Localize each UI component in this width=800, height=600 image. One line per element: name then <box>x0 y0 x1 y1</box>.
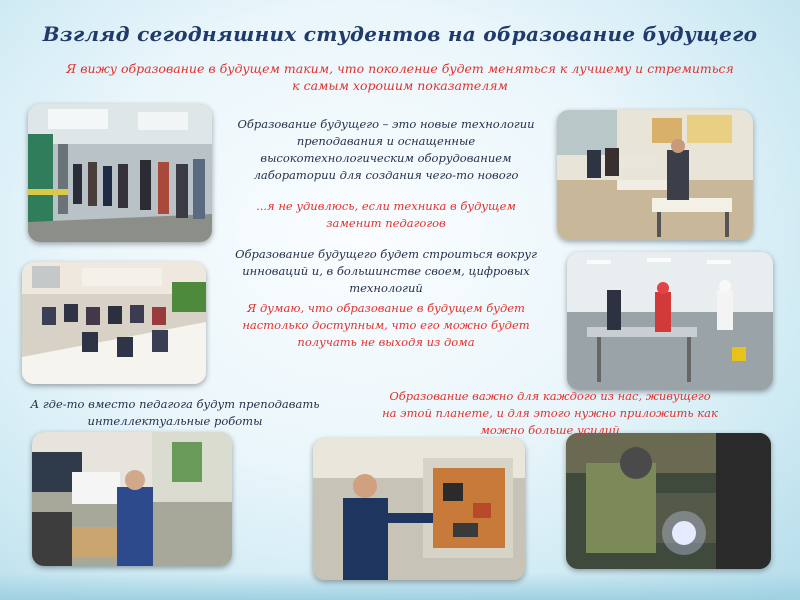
text-block-new-technologies <box>216 116 556 184</box>
text-line: преподавания и оснащенные <box>296 134 476 148</box>
text-line: Образование важно для каждого из нас, живущего <box>389 389 711 403</box>
text-line: лаборатории для создания чего-то нового <box>253 168 519 182</box>
intro-line-2: к самым хорошим показателям <box>292 78 508 93</box>
photo-electrical-workshop <box>313 438 525 580</box>
text-block-accessible-education <box>206 300 566 351</box>
text-line: технологий <box>349 281 423 295</box>
text-line: заменит педагогов <box>326 216 446 230</box>
photo-classroom-desks <box>557 110 753 240</box>
intro-line-1: Я вижу образование в будущем таким, что поколение будет меняться к лучшему и стремиться <box>66 61 734 76</box>
page-title: Взгляд сегодняшних студентов на образование будущего <box>42 22 758 46</box>
text-block-technology-replaces-teachers <box>216 198 556 232</box>
text-block-digital-innovations <box>206 246 566 297</box>
text-line: А где-то вместо педагога будут преподавать <box>30 397 320 411</box>
text-line: можно больше усилий <box>480 423 620 437</box>
text-line: Я думаю, что образование в будущем будет <box>247 301 525 315</box>
photo-drawing-class <box>22 262 206 384</box>
text-line: ...я не удивлюсь, если техника в будущем <box>256 199 516 213</box>
text-line: на этой планете, и для этого нужно приложить как <box>382 406 718 420</box>
text-line: настолько доступным, что его можно будет <box>242 318 530 332</box>
text-line: Образование будущего будет строиться вокруг <box>235 247 537 261</box>
intro-text <box>60 60 740 94</box>
photo-cooking-lab <box>567 252 773 390</box>
text-line: получать не выходя из дома <box>297 335 475 349</box>
text-line: инноваций и, в большинстве своем, цифровых <box>242 264 530 278</box>
photo-welding <box>566 433 771 569</box>
photo-computer-lab <box>32 432 232 566</box>
text-line: Образование будущего – это новые технологии <box>237 117 535 131</box>
text-line: интеллектуальные роботы <box>87 414 263 428</box>
text-block-intelligent-robots <box>10 396 340 430</box>
text-line: высокотехнологическим оборудованием <box>260 151 512 165</box>
photo-workshop-hall <box>28 104 212 242</box>
text-block-education-important <box>345 388 755 439</box>
